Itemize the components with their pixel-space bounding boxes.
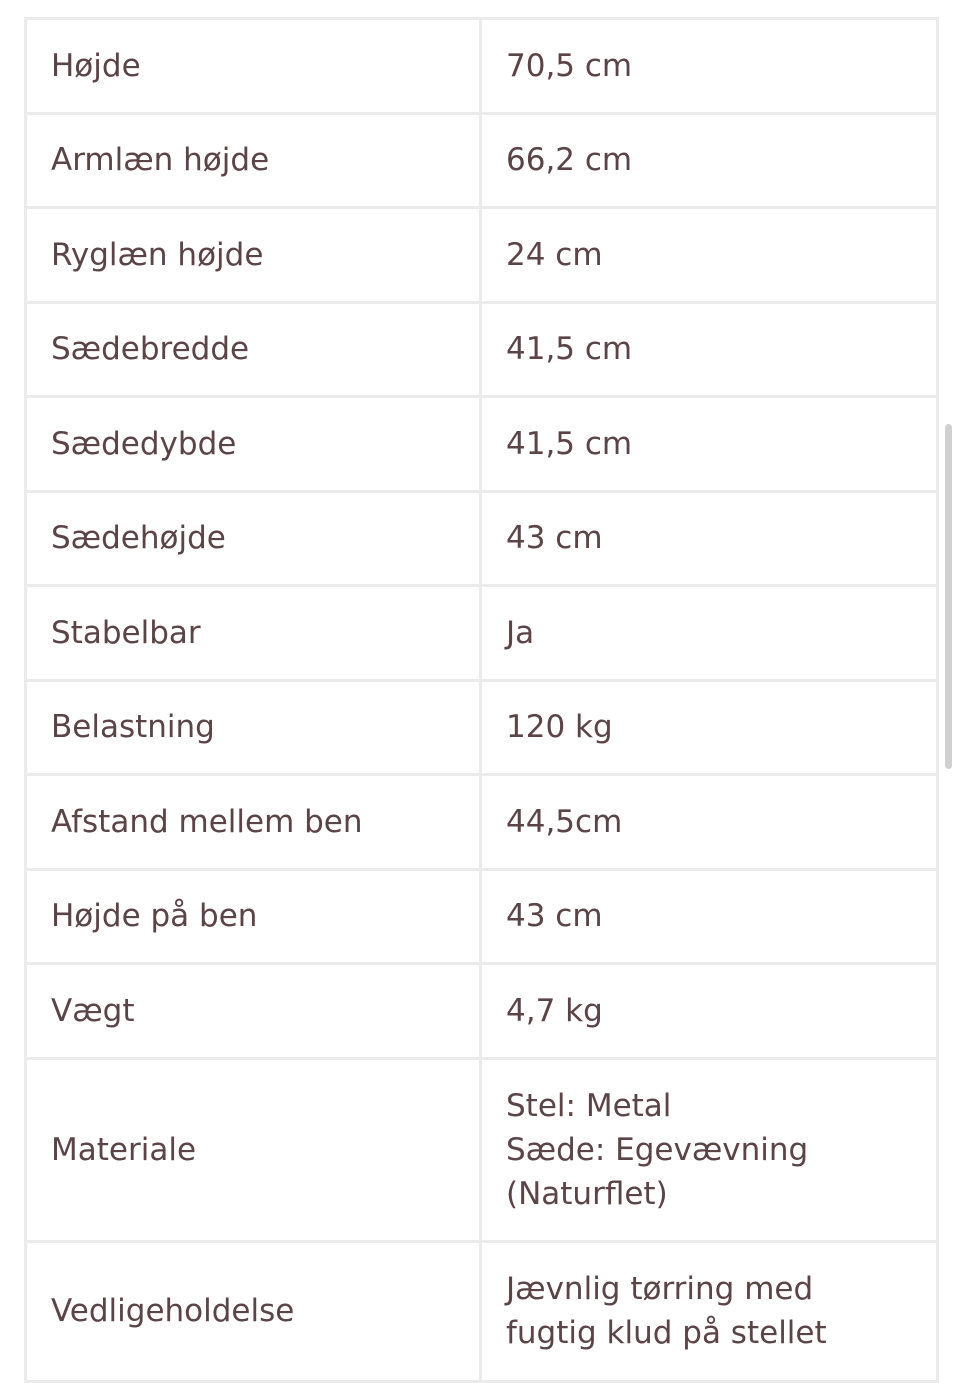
spec-row-belastning [26,680,938,775]
scrollbar-thumb[interactable] [945,424,952,769]
spec-label: Belastning [26,680,481,775]
spec-value-line: (Naturflet) [506,1175,668,1212]
spec-value: 44,5cm [481,775,938,870]
spec-label: Sædebredde [26,302,481,397]
spec-value: 120 kg [481,680,938,775]
spec-row-saededybde [26,397,938,492]
spec-label: Ryglæn højde [26,208,481,303]
spec-value-line: Sæde: Egevævning [506,1131,809,1168]
spec-label: Højde [26,19,481,114]
spec-value: 41,5 cm [481,302,938,397]
spec-value [481,1241,938,1381]
spec-row-materiale [26,1058,938,1241]
spec-table [24,17,939,1383]
spec-row-hojde [26,19,938,114]
spec-value: 66,2 cm [481,113,938,208]
spec-value-line: Stel: Metal [506,1087,672,1124]
spec-value: 41,5 cm [481,397,938,492]
spec-value-line: Jævnlig tørring med [506,1271,814,1307]
spec-label: Sædedybde [26,397,481,492]
spec-value: 43 cm [481,869,938,964]
spec-value: 24 cm [481,208,938,303]
spec-value-line: fugtig klud på stellet [506,1315,827,1351]
spec-row-vaegt [26,964,938,1059]
spec-row-saedebredde [26,302,938,397]
spec-row-afstand-mellem-ben [26,775,938,870]
spec-row-ryglaen-hojde [26,208,938,303]
spec-label: Armlæn højde [26,113,481,208]
spec-label: Materiale [26,1058,481,1241]
spec-label: Højde på ben [26,869,481,964]
spec-value: 43 cm [481,491,938,586]
spec-row-stabelbar [26,586,938,681]
spec-row-vedligeholdelse [26,1241,938,1381]
spec-value: 70,5 cm [481,19,938,114]
spec-label: Sædehøjde [26,491,481,586]
spec-row-saedehojde [26,491,938,586]
spec-row-hojde-pa-ben [26,869,938,964]
spec-label: Stabelbar [26,586,481,681]
spec-label: Vedligeholdelse [26,1241,481,1381]
spec-value [481,1058,938,1241]
spec-value: 4,7 kg [481,964,938,1059]
spec-value: Ja [481,586,938,681]
spec-label: Vægt [26,964,481,1059]
spec-row-armlaen-hojde [26,113,938,208]
spec-label: Afstand mellem ben [26,775,481,870]
